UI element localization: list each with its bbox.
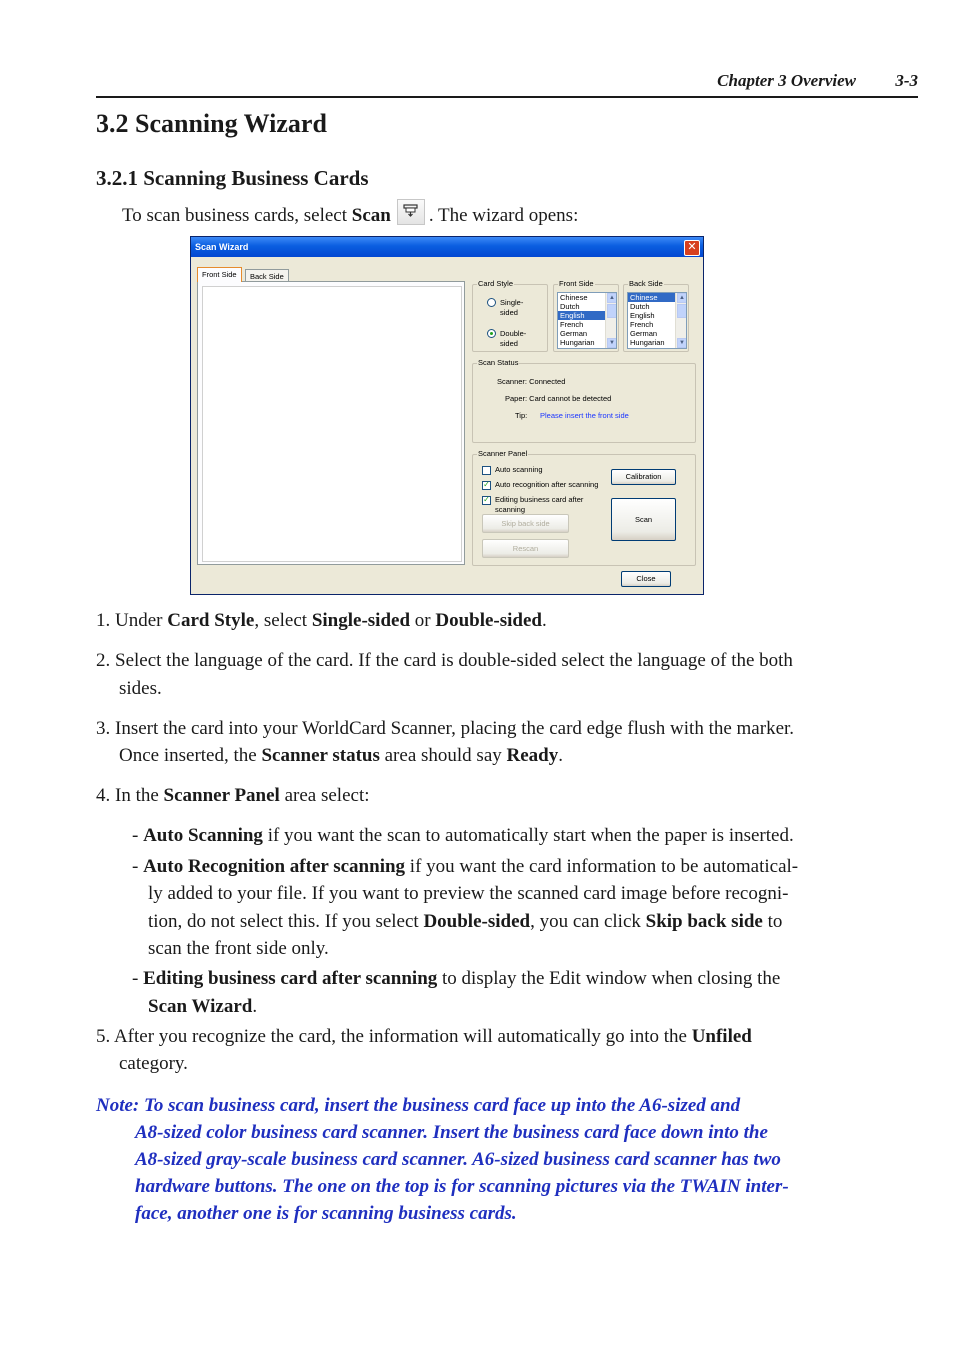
close-icon[interactable]: ✕ (684, 240, 700, 256)
bullet-auto-recognition-line-1: - Auto Recognition after scanning if you want the card information to be automatical- (132, 856, 799, 877)
list-item[interactable]: English (558, 311, 616, 320)
bullet-auto-recognition-line-4: scan the front side only. (148, 938, 329, 959)
card-style-label: Card Style (478, 279, 514, 288)
paper-status-text: Paper: Card cannot be detected (505, 394, 612, 403)
note-line: A8-sized color business card scanner. Insert the business card face down into the (135, 1122, 768, 1143)
scan-wizard-window (190, 236, 704, 595)
list-item[interactable]: Dutch (630, 302, 650, 311)
back-side-language-list[interactable] (627, 292, 687, 349)
chevron-down-icon[interactable]: ▼ (677, 338, 687, 348)
calibration-button[interactable]: Calibration (611, 469, 676, 485)
list-item[interactable]: Chinese (560, 293, 588, 302)
list-item[interactable]: English (630, 311, 655, 320)
step-4: 4. In the Scanner Panel area select: (96, 785, 370, 806)
chapter-title: Chapter 3 Overview (717, 71, 856, 90)
bullet-editing-line-2: Scan Wizard. (148, 996, 258, 1017)
scanner-status-text: Scanner: Connected (497, 377, 566, 386)
tab-front-side[interactable]: Front Side (197, 267, 242, 282)
scanner-panel-label: Scanner Panel (478, 449, 528, 458)
step-1: 1. Under Card Style, select Single-sided or Double-sided. (96, 610, 547, 631)
page-number: 3-3 (895, 71, 918, 90)
step-3-line-1: 3. Insert the card into your WorldCard Scanner, placing the card edge flush with the marker. (96, 718, 795, 739)
intro-paragraph: To scan business cards, select Scan . The wizard opens: (122, 199, 578, 229)
front-side-language-list[interactable] (557, 292, 617, 349)
single-sided-label: Single- sided (500, 298, 524, 317)
note-line: face, another one is for scanning business cards. (135, 1203, 517, 1224)
bullet-editing-line-1: - Editing business card after scanning to display the Edit window when closing the (132, 968, 781, 989)
scrollbar[interactable] (605, 293, 616, 348)
note-line: hardware buttons. The one on the top is for scanning pictures via the TWAIN inter- (135, 1176, 789, 1197)
auto-scanning-checkbox[interactable] (482, 466, 491, 475)
back-side-group (623, 279, 689, 352)
single-sided-radio[interactable] (487, 298, 496, 307)
front-side-label: Front Side (559, 279, 594, 288)
scanner-panel-group (472, 449, 696, 566)
scan-status-label: Scan Status (478, 358, 519, 367)
card-style-group (472, 279, 548, 352)
note-line: A8-sized gray-scale business card scanner. A6-sized business card scanner has two (135, 1149, 781, 1170)
back-side-label: Back Side (629, 279, 663, 288)
bullet-auto-recognition-line-3: tion, do not select this. If you select Double-sided, you can click Skip back side to (148, 911, 783, 932)
note-block (96, 1092, 856, 1227)
list-item[interactable]: French (630, 320, 654, 329)
scan-button[interactable]: Scan (611, 498, 676, 541)
subsection-title: 3.2.1 Scanning Business Cards (96, 166, 369, 190)
rescan-button[interactable]: Rescan (482, 539, 569, 558)
list-item[interactable]: Dutch (560, 302, 580, 311)
list-item[interactable]: Hungarian (630, 338, 665, 347)
section-title: 3.2 Scanning Wizard (96, 109, 327, 138)
scan-icon (397, 199, 425, 225)
tip-text: Please insert the front side (540, 411, 629, 420)
chevron-down-icon[interactable]: ▼ (607, 338, 617, 348)
step-5-line-1: 5. After you recognize the card, the information will automatically go into the Unfiled (96, 1026, 752, 1047)
chevron-up-icon[interactable]: ▲ (677, 293, 687, 303)
editing-checkbox[interactable]: ✓ (483, 495, 490, 504)
list-item[interactable]: Chinese (628, 293, 686, 302)
auto-recognition-label: Auto recognition after scanning (495, 480, 599, 489)
scroll-thumb[interactable] (607, 304, 617, 318)
scan-status-group (472, 358, 696, 443)
double-sided-label: Double- sided (500, 329, 527, 348)
note-line: Note: To scan business card, insert the business card face up into the A6-sized and (96, 1095, 741, 1116)
bullet-auto-scanning: - Auto Scanning if you want the scan to automatically start when the paper is inserted. (132, 825, 794, 846)
list-item[interactable]: Hungarian (560, 338, 595, 347)
step-2-line-1: 2. Select the language of the card. If the card is double-sided select the language of the both (96, 650, 793, 671)
bullet-auto-recognition-line-2: ly added to your file. If you want to preview the scanned card image before recogni- (148, 883, 789, 904)
step-3-line-2: Once inserted, the Scanner status area should say Ready. (119, 745, 563, 766)
auto-scanning-label: Auto scanning (495, 465, 543, 474)
step-5-line-2: category. (119, 1053, 188, 1074)
window-title: Scan Wizard (195, 242, 249, 252)
title-bar (191, 237, 703, 257)
card-preview-pane (197, 281, 465, 565)
list-item[interactable]: German (560, 329, 588, 338)
step-2-line-2: sides. (119, 678, 162, 699)
chevron-up-icon[interactable]: ▲ (607, 293, 617, 303)
close-button[interactable]: Close (621, 571, 671, 587)
list-item[interactable]: German (630, 329, 658, 338)
scroll-thumb[interactable] (677, 304, 687, 318)
skip-back-side-button[interactable]: Skip back side (482, 514, 569, 533)
list-item[interactable]: French (560, 320, 584, 329)
front-side-group (553, 279, 619, 352)
double-sided-radio[interactable] (487, 329, 496, 338)
editing-label: Editing business card after scanning (495, 495, 584, 514)
auto-recognition-checkbox[interactable]: ✓ (483, 480, 490, 489)
scrollbar[interactable] (675, 293, 686, 348)
tab-back-side[interactable]: Back Side (245, 269, 289, 282)
page-header (96, 70, 918, 98)
card-preview-area (202, 286, 462, 562)
tip-label: Tip: (515, 411, 528, 420)
